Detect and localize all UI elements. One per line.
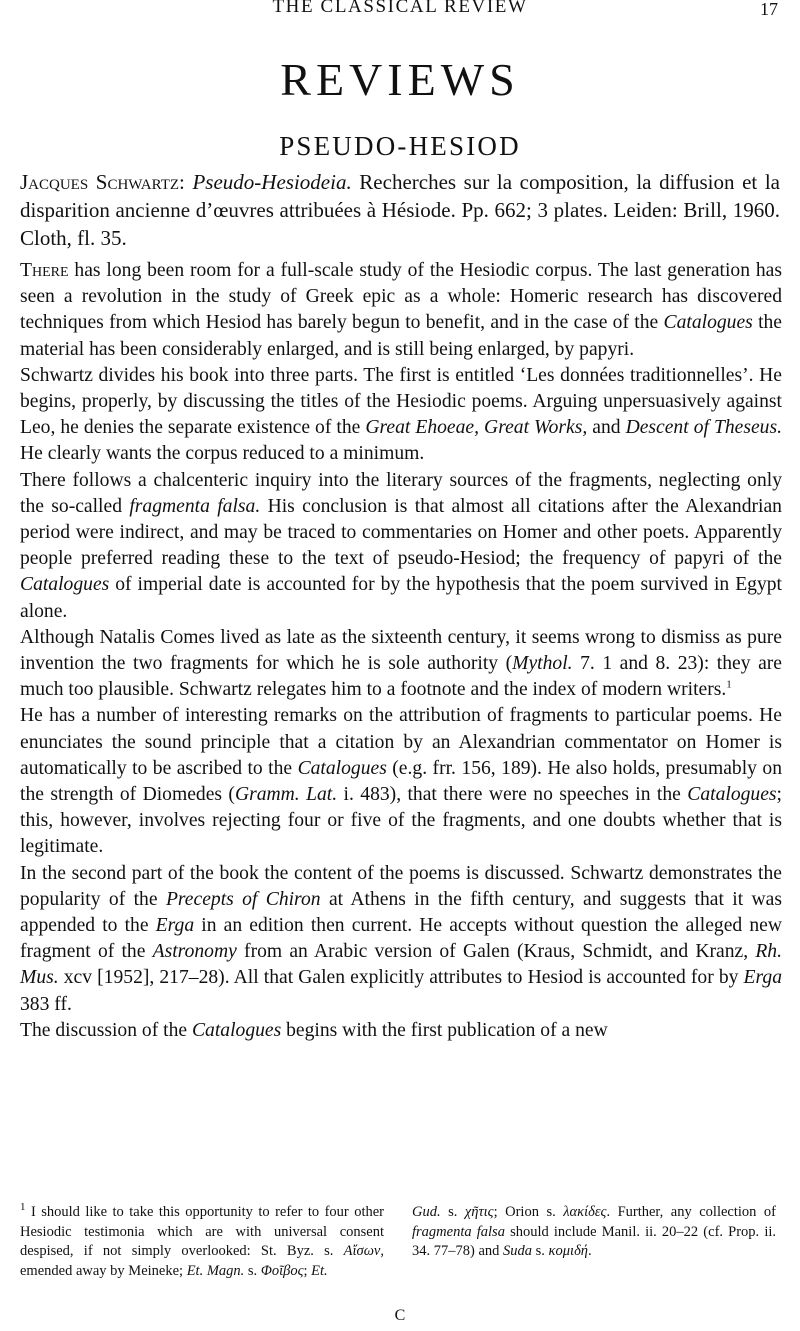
text-run: Although Natalis Comes lived as late as the sixteenth century, it seems wrong to dismiss as pure invention the two fragments for which he is sole authority ( [20, 626, 782, 675]
text-run: begins with the first publication of a new [281, 1019, 608, 1041]
paragraph-7 [20, 1018, 782, 1044]
text-run: He has a number of interesting remarks on the attribution of fragments to particular poems. He enunciates the sound principle that a citation by an Alexandrian commentator on Homer is automatically to be ascribed to the [20, 705, 782, 779]
italic-run: χῆτις [464, 1204, 494, 1220]
text-run: In the second part of the book the content of the poems is discussed. Schwartz demonstrates the popularity of the [20, 862, 782, 910]
italic-run: Et. Magn. [186, 1262, 245, 1279]
italic-run: Mythol. [512, 653, 573, 675]
italic-run: Suda [503, 1243, 533, 1259]
reviewed-author: Jacques Schwartz [20, 170, 180, 194]
text-run: the material has been considerably enlarged, and is still being enlarged, by papyri. [20, 312, 783, 360]
italic-run: Catalogues [191, 1019, 282, 1041]
text-run: (e.g. frr. 156, 189). He also holds, presumably on the strength of Diomedes ( [20, 757, 783, 806]
text-run: from an Arabic version of Galen (Kraus, Schmidt, and Kranz, [236, 941, 756, 963]
text-run: There follows a chalcenteric inquiry into the literary sources of the fragments, neglecting only the so-called [20, 469, 782, 517]
paragraph-5 [20, 703, 782, 860]
text-run: xcv [1952], 217–28). All that Galen explicitly attributes to Hesiod is accounted for by [58, 967, 744, 989]
italic-run: Astronomy [152, 941, 237, 963]
italic-run: Catalogues [687, 784, 777, 806]
text-run: 7. 1 and 8. 23): they are much too plausible. Schwartz relegates him to a footnote and the index of modern writers. [20, 653, 782, 701]
italic-run: Rh. Mus. [20, 941, 782, 989]
italic-run: λακίδες [563, 1204, 607, 1220]
bibliographic-entry [20, 168, 780, 252]
reviewed-book-title: Pseudo-Hesiodeia. [192, 170, 352, 194]
running-title: THE CLASSICAL REVIEW [272, 0, 528, 17]
lead-word: There [20, 260, 69, 281]
text-run: i. 483), that there were no speeches in the [337, 784, 688, 806]
paragraph-4 [20, 625, 782, 704]
italic-run: fragmenta falsa [412, 1223, 505, 1240]
footnote-column-right [412, 1203, 776, 1262]
text-run: The discussion of the [20, 1019, 192, 1041]
text-run: in an edition then current. He accepts without question the alleged new fragment of the [20, 915, 782, 963]
text-run: ; this, however, involves rejecting four or five of the fragments, and one doubts whether that is legitimate. [20, 784, 782, 858]
page-number: 17 [760, 0, 778, 19]
text-run: ; Orion s. [493, 1204, 564, 1220]
italic-run: Αἴσων [343, 1243, 381, 1259]
italic-run: Precepts of Chiron [165, 888, 321, 910]
biblio-separator: : [179, 170, 193, 194]
text-run: has long been room for a full-scale study of the Hesiodic corpus. The last generation has seen a revolution in the study of Greek epic as a whole: Homeric research has discovered techniques from which Hesiod has barely begun to benefit, and in the case of the [20, 260, 782, 334]
text-run: of imperial date is accounted for by the hypothesis that the poem survived in Egypt alone. [20, 574, 782, 622]
text-run: Schwartz divides his book into three parts. The first is entitled ‘Les données traditionnelles’. He begins, properly, by discussing the titles of the Hesiodic poems. Arguing unpersuasively against Leo, he denies the separate existence of the [20, 364, 782, 439]
text-run: His conclusion is that almost all citations after the Alexandrian period were indirect, and may be traced to commentaries on Homer and other poets. Apparently people preferred reading these to the text of pseudo-Hesiod; the frequency of papyri of the [20, 495, 782, 570]
italic-run: Catalogues [663, 312, 753, 334]
text-run: 383 ff. [20, 993, 72, 1015]
paragraph-3 [20, 468, 782, 625]
italic-run: Gud. [412, 1204, 441, 1220]
italic-run: Catalogues [297, 757, 387, 779]
text-run: He clearly wants the corpus reduced to a minimum. [20, 443, 425, 465]
section-title: REVIEWS [280, 54, 520, 105]
paragraph-1 [20, 258, 782, 363]
footnote-reference[interactable]: 1 [726, 678, 732, 691]
italic-run: Et. [311, 1262, 328, 1279]
text-run: s. [244, 1262, 261, 1279]
text-run: , emended away by Meineke; [20, 1243, 384, 1279]
text-run: s. [532, 1243, 549, 1259]
paragraph-2 [20, 363, 782, 468]
footnote-column-left [20, 1203, 384, 1281]
page-header [0, 0, 800, 18]
italic-run: κομιδή [548, 1243, 588, 1259]
italic-run: Catalogues [20, 574, 110, 596]
italic-run: Gramm. Lat. [234, 784, 338, 806]
italic-run: Erga [155, 915, 195, 937]
text-run: at Athens in the fifth century, and suggests that it was appended to the [20, 888, 782, 937]
footnote-marker: 1 [20, 1201, 26, 1214]
text-run: . [588, 1243, 592, 1259]
text-run: s. [440, 1204, 465, 1220]
italic-run: fragmenta falsa. [129, 495, 261, 517]
italic-run: Erga [743, 967, 782, 989]
review-body [20, 258, 782, 1044]
review-title: PSEUDO-HESIOD [279, 131, 521, 161]
paragraph-6 [20, 861, 782, 1018]
biblio-details: Recherches sur la composition, la diffusion et la disparition ancienne d’œuvres attribuées à Hésiode. Pp. 662; 3 plates. Leiden: Brill, 1960. Cloth, fl. 35. [20, 170, 781, 250]
italic-run: Descent of Theseus. [625, 417, 782, 439]
text-run: should include Manil. ii. 20–22 (cf. Prop. ii. 34. 77–78) and [412, 1223, 776, 1259]
italic-run: Great Ehoeae, Great Works, [365, 417, 588, 439]
text-run: and [587, 417, 626, 439]
text-run: ; [303, 1262, 312, 1279]
sheet-signature: C [394, 1307, 406, 1324]
italic-run: Φοῖβος [260, 1262, 304, 1279]
text-run: . Further, any collection of [606, 1204, 776, 1220]
text-run: I should like to take this opportunity to refer to four other Hesiodic testimonia which are with universal consent despised, if not simply overlooked: St. Byz. s. [20, 1204, 384, 1259]
